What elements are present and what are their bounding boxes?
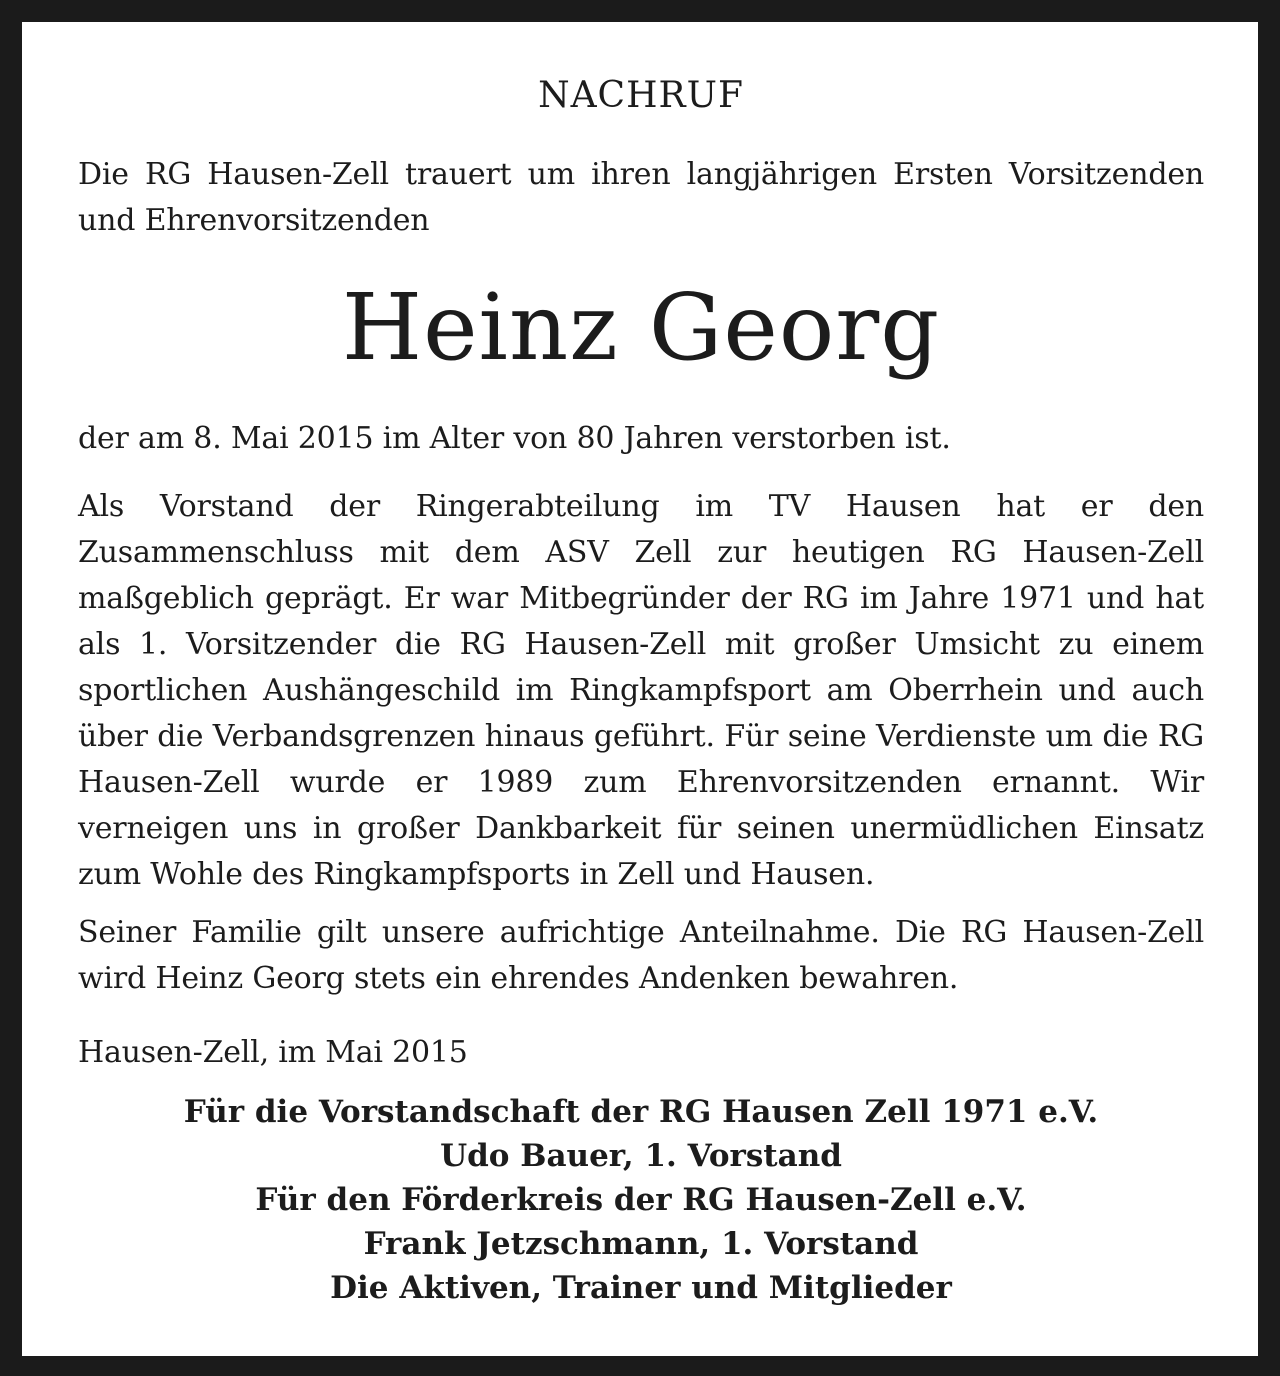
- deceased-name: Heinz Georg: [341, 274, 941, 381]
- signer-line: Frank Jetzschmann, 1. Vorstand: [363, 1226, 919, 1262]
- condolence-text: Seiner Familie gilt unsere aufrichtige Anteilnahme. Die RG Hausen-Zell wird Heinz Georg stets ein ehrendes Andenken bewahren.: [78, 915, 1204, 996]
- obituary-card: [22, 22, 1258, 1356]
- signer-line: Udo Bauer, 1. Vorstand: [440, 1138, 842, 1174]
- biography-text: Als Vorstand der Ringerabteilung im TV Hausen hat er den Zusammenschluss mit dem ASV Zell zur heutigen RG Hausen-Zell maßgeblich geprägt. Er war Mitbegründer der RG im Jahre 1971 und hat als 1. Vorsitzender die RG Hausen-Zell mit großer Umsicht zu einem sportlichen Aushängeschild im Ringkampfsport am Oberrhein und auch über die Verbandsgrenzen hinaus geführt. Für seine Verdienste um die RG Hausen-Zell wurde er 1989 zum Ehrenvorsitzenden ernannt. Wir verneigen uns in großer Dankbarkeit für seinen unermüdlichen Einsatz zum Wohle des Ringkampfsports in Zell und Hausen.: [78, 489, 1204, 892]
- notice-heading: NACHRUF: [538, 75, 744, 116]
- death-line: der am 8. Mai 2015 im Alter von 80 Jahren verstorben ist.: [78, 421, 951, 456]
- signer-line: Für den Förderkreis der RG Hausen-Zell e.V.: [255, 1182, 1027, 1218]
- place-date: Hausen-Zell, im Mai 2015: [78, 1035, 468, 1070]
- intro-text: Die RG Hausen-Zell trauert um ihren langjährigen Ersten Vorsitzenden und Ehrenvorsitzenden: [78, 157, 1204, 238]
- signer-line: Die Aktiven, Trainer und Mitglieder: [330, 1270, 952, 1306]
- signers-block: [78, 1090, 1204, 1310]
- signer-line: Für die Vorstandschaft der RG Hausen Zell 1971 e.V.: [183, 1094, 1099, 1130]
